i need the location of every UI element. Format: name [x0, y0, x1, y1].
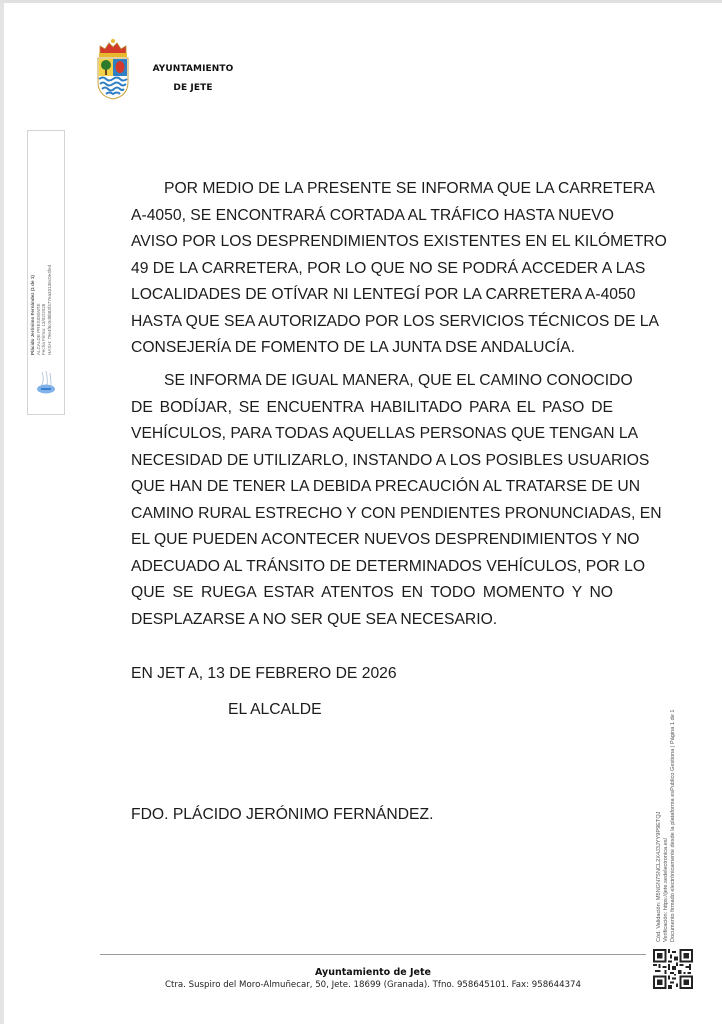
org-name-line2: DE JETE — [173, 83, 213, 93]
paragraph-line: 49 DE LA CARRETERA, POR LO QUE NO SE PODRÁ ACCEDER A LAS — [131, 259, 646, 277]
signer-stamp-name: Plácido Jerónimo Fernández (1 de 1) — [30, 275, 35, 355]
paragraph-line: QUE HAN DE TENER LA DEBIDA PRECAUCIÓN AL TRATARSE DE UN — [131, 478, 641, 495]
signer-name: FDO. PLÁCIDO JERÓNIMO FERNÁNDEZ. — [131, 806, 434, 823]
verification-url: Verificación: https://jete.sedelectronica.es/ — [662, 837, 669, 942]
paragraph-line: POR MEDIO DE LA PRESENTE SE INFORMA QUE LA CARRETERA — [164, 180, 655, 197]
signer-stamp-date: Fecha Firma: 13/02/2026 — [41, 303, 47, 355]
signer-role: EL ALCALDE — [228, 701, 322, 718]
paragraph-line: ADECUADO AL TRÁNSITO DE DETERMINADOS VEHÍCULOS, POR LO — [131, 557, 646, 575]
paragraph-line: CONSEJERÍA DE FOMENTO DE LA JUNTA DSE ANDALUCÍA. — [131, 339, 575, 356]
paragraph-line: SE INFORMA DE IGUAL MANERA, QUE EL CAMINO CONOCIDO — [164, 372, 633, 389]
paragraph-line: VEHÍCULOS, PARA TODAS AQUELLAS PERSONAS QUE TENGAN LA — [131, 425, 639, 442]
paragraph-line: NECESIDAD DE UTILIZARLO, INSTANDO A LOS POSIBLES USUARIOS — [131, 451, 650, 469]
paragraph-line: A-4050, SE ENCONTRARÁ CORTADA AL TRÁFICO HASTA NUEVO — [131, 206, 614, 224]
paragraph-line: LOCALIDADES DE OTÍVAR NI LENTEGÍ POR LA CARRETERA A-4050 — [131, 286, 636, 303]
notice-paragraph-1 — [131, 180, 667, 366]
paragraph-line: EL QUE PUEDEN ACONTECER NUEVOS DESPRENDIMIENTOS Y NO — [131, 531, 640, 548]
signature-stamp-text — [30, 135, 52, 355]
validation-code: Cód. Validación: M5NGN7SNCL2X4J3JYY9P9ETQJ — [656, 811, 662, 942]
paragraph-line: DESPLAZARSE A NO SER QUE SEA NECESARIO. — [131, 610, 498, 628]
verification-text — [656, 642, 676, 942]
signer-stamp-hash: HASH: 79e4f6c0d8b83f477ea33136c0e4fed — [46, 264, 52, 355]
signer-stamp-role: ALCALDE PRESIDENTE — [35, 303, 41, 355]
signed-platform-note: Documento firmado electrónicamente desde la plataforma esPublico Gestiona | Página 1 de 1 — [669, 709, 676, 942]
footer-title: Ayuntamiento de Jete — [315, 967, 431, 978]
organization-name — [138, 60, 248, 98]
e-signature-logo-icon — [33, 368, 59, 396]
footer-divider — [100, 954, 646, 955]
qr-code-icon — [653, 948, 693, 990]
paragraph-line: QUE SE RUEGA ESTAR ATENTOS EN TODO MOMENTO Y NO — [131, 584, 613, 601]
place-and-date: EN JET A, 13 DE FEBRERO DE 2026 — [131, 665, 397, 682]
paragraph-line: DE BODÍJAR, SE ENCUENTRA HABILITADO PARA EL PASO DE — [131, 398, 613, 416]
paragraph-line: HASTA QUE SEA AUTORIZADO POR LOS SERVICIOS TÉCNICOS DE LA — [131, 312, 659, 330]
notice-paragraph-2 — [131, 372, 662, 637]
paragraph-line: AVISO POR LOS DESPRENDIMIENTOS EXISTENTES EN EL KILÓMETRO — [131, 233, 667, 250]
paragraph-line: CAMINO RURAL ESTRECHO Y CON PENDIENTES PRONUNCIADAS, EN — [131, 504, 662, 522]
footer-address: Ctra. Suspiro del Moro-Almuñecar, 50, Jete. 18699 (Granada). Tfno. 958645101. Fax: 958644374 — [165, 980, 581, 990]
org-name-line1: AYUNTAMIENTO — [152, 64, 234, 74]
coat-of-arms-icon — [95, 38, 131, 100]
